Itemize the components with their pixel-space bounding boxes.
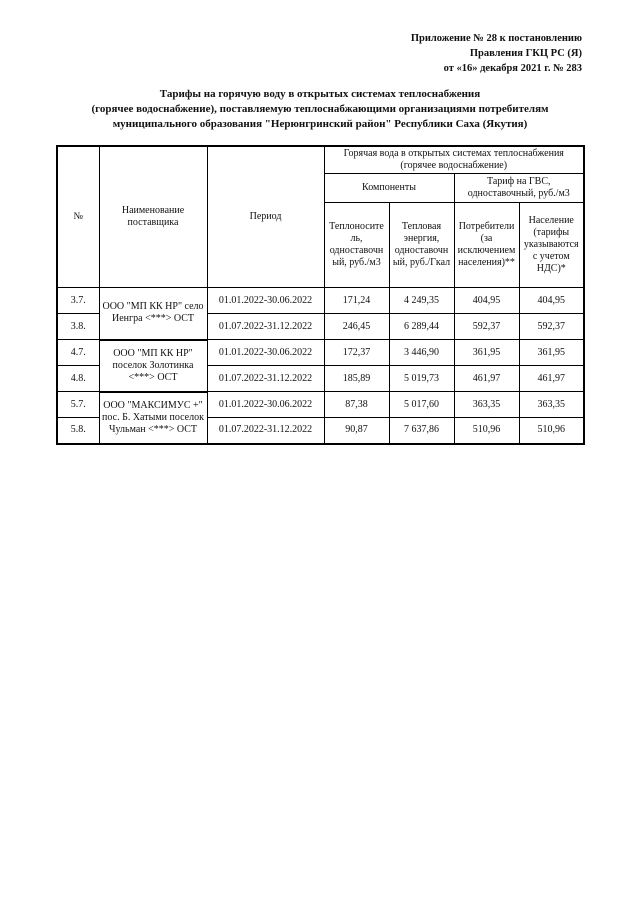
row-energy: 3 446,90 <box>389 340 454 366</box>
row-period: 01.07.2022-31.12.2022 <box>207 418 324 444</box>
row-carrier: 90,87 <box>324 418 389 444</box>
row-carrier: 87,38 <box>324 392 389 418</box>
header-energy: Тепловая энергия, одноставочн ый, руб./Гкал <box>389 203 454 288</box>
table-row <box>57 340 584 366</box>
header-num: № <box>57 146 99 288</box>
row-consumers: 363,35 <box>454 392 519 418</box>
row-period: 01.01.2022-30.06.2022 <box>207 288 324 314</box>
header-population: Население (тарифы указываются с учетом НДС)* <box>519 203 584 288</box>
row-carrier: 185,89 <box>324 366 389 392</box>
row-energy: 5 017,60 <box>389 392 454 418</box>
header-components: Компоненты <box>324 174 454 203</box>
row-population: 361,95 <box>519 340 584 366</box>
row-consumers: 461,97 <box>454 366 519 392</box>
header-period: Период <box>207 146 324 288</box>
appendix-line: Правления ГКЦ РС (Я) <box>469 48 582 59</box>
row-num: 3.7. <box>57 288 99 314</box>
appendix-note <box>411 31 582 76</box>
tariff-table <box>56 145 585 445</box>
title-line: муниципального образования "Нерюнгринский район" Республики Саха (Якутия) <box>112 118 528 130</box>
row-energy: 5 019,73 <box>389 366 454 392</box>
row-num: 5.8. <box>57 418 99 444</box>
row-energy: 6 289,44 <box>389 314 454 340</box>
row-num: 4.7. <box>57 340 99 366</box>
row-period: 01.01.2022-30.06.2022 <box>207 340 324 366</box>
title-line: Тарифы на горячую воду в открытых системах теплоснабжения <box>159 88 481 100</box>
appendix-line: от «16» декабря 2021 г. № 283 <box>443 63 582 74</box>
header-hot-water: Горячая вода в открытых системах теплоснабжения (горячее водоснабжение) <box>324 146 584 174</box>
row-num: 5.7. <box>57 392 99 418</box>
row-population: 592,37 <box>519 314 584 340</box>
supplier-name: ООО "МП КК НР" поселок Золотинка <***> ОСТ <box>99 340 207 392</box>
row-population: 461,97 <box>519 366 584 392</box>
header-consumers: Потребители (за исключением населения)** <box>454 203 519 288</box>
row-energy: 7 637,86 <box>389 418 454 444</box>
row-consumers: 592,37 <box>454 314 519 340</box>
appendix-line: Приложение № 28 к постановлению <box>410 33 582 44</box>
row-carrier: 172,37 <box>324 340 389 366</box>
document-title <box>40 87 600 132</box>
table-row <box>57 288 584 314</box>
row-energy: 4 249,35 <box>389 288 454 314</box>
row-consumers: 404,95 <box>454 288 519 314</box>
row-period: 01.07.2022-31.12.2022 <box>207 314 324 340</box>
header-supplier: Наименование поставщика <box>99 146 207 288</box>
header-carrier: Теплоносите ль, одноставочн ый, руб./м3 <box>324 203 389 288</box>
row-consumers: 361,95 <box>454 340 519 366</box>
table-row <box>57 392 584 418</box>
header-tariff-gvs: Тариф на ГВС, одноставочный, руб./м3 <box>454 174 584 203</box>
row-carrier: 246,45 <box>324 314 389 340</box>
row-period: 01.01.2022-30.06.2022 <box>207 392 324 418</box>
row-carrier: 171,24 <box>324 288 389 314</box>
supplier-name: ООО "МП КК НР" село Иенгра <***> ОСТ <box>99 288 207 340</box>
row-consumers: 510,96 <box>454 418 519 444</box>
row-period: 01.07.2022-31.12.2022 <box>207 366 324 392</box>
row-population: 363,35 <box>519 392 584 418</box>
title-line: (горячее водоснабжение), поставляемую теплоснабжающими организациями потребителям <box>91 103 549 115</box>
row-num: 3.8. <box>57 314 99 340</box>
row-num: 4.8. <box>57 366 99 392</box>
row-population: 510,96 <box>519 418 584 444</box>
supplier-name: ООО "МАКСИМУС +" пос. Б. Хатыми поселок Чульман <***> ОСТ <box>99 392 207 444</box>
row-population: 404,95 <box>519 288 584 314</box>
